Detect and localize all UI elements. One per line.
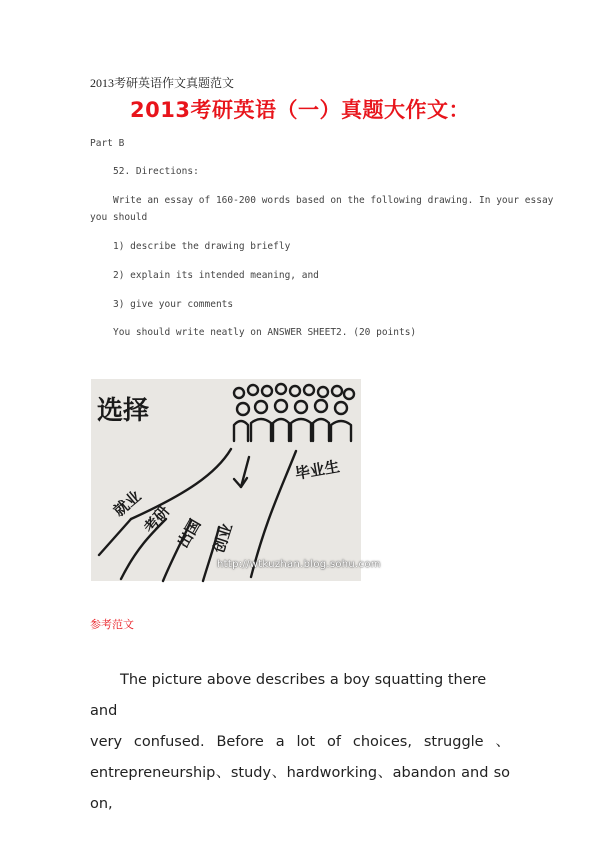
crowd-label: 毕业生 xyxy=(293,457,342,483)
essay-body xyxy=(90,665,510,820)
headline-text: 考研英语（一）真题大作文： xyxy=(190,98,470,122)
path-label-kaoyan: 考研 xyxy=(140,502,174,537)
path-label-jiuye: 就业 xyxy=(110,486,145,521)
point-1: 1) describe the drawing briefly xyxy=(113,241,291,252)
path-label-chuangye: 创业 xyxy=(209,521,237,556)
point-3: 3) give your comments xyxy=(113,299,234,310)
essay-line-3: entrepreneurship、study、hardworking、abandon and so on, xyxy=(90,765,510,812)
essay-line-2: very confused. Before a lot of choices, struggle 、 xyxy=(90,734,510,750)
part-label: Part B xyxy=(90,138,125,149)
reference-label: 参考范文 xyxy=(90,618,134,631)
essay-line-1: The picture above describes a boy squatting there and xyxy=(90,672,487,719)
crowd-heads xyxy=(234,384,354,415)
answer-note: You should write neatly on ANSWER SHEET2. (20 points) xyxy=(113,327,417,338)
headline xyxy=(0,94,600,124)
instruction-line-2: you should xyxy=(90,212,148,223)
headline-year: 2013 xyxy=(130,98,191,122)
watermark: http://wtkuzhan.blog.sohu.com xyxy=(217,559,381,570)
drawing-sketch xyxy=(91,379,361,581)
instruction-line-1: Write an essay of 160-200 words based on the following drawing. In your essay xyxy=(113,195,554,206)
point-2: 2) explain its intended meaning, and xyxy=(113,270,319,281)
path-label-chuguo: 出国 xyxy=(173,516,205,551)
directions-title: 52. Directions: xyxy=(113,166,199,177)
document-title: 2013考研英语作文真题范文 xyxy=(90,76,235,90)
figure-title-text: 选择 xyxy=(97,396,150,426)
drawing-figure xyxy=(91,379,381,581)
